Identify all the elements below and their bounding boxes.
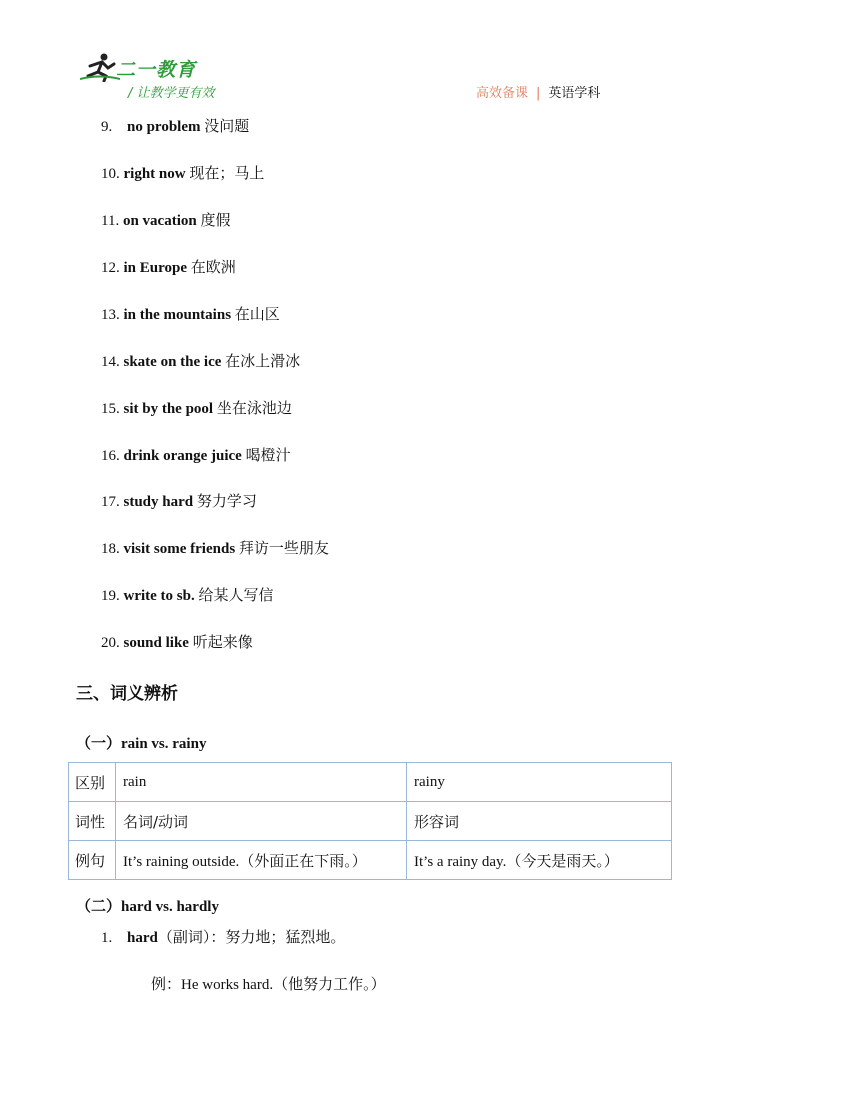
header-separator: | xyxy=(536,86,541,101)
list-item: 10. right now 现在；马上 xyxy=(101,164,265,182)
comparison-table xyxy=(68,762,672,880)
table-row xyxy=(69,802,672,841)
example-line: 例：He works hard.（他努力工作。） xyxy=(151,975,386,993)
table-cell: rain xyxy=(116,763,407,802)
header-right xyxy=(476,82,600,101)
slogan: / 让教学更有效 xyxy=(128,86,215,101)
table-cell: 名词/动词 xyxy=(116,802,407,841)
table-cell: It’s raining outside.（外面正在下雨。） xyxy=(116,841,407,880)
header-label: 高效备课 xyxy=(476,86,529,101)
table-cell: 例句 xyxy=(69,841,116,880)
list-item: 20. sound like 听起来像 xyxy=(101,633,253,651)
list-item: 18. visit some friends 拜访一些朋友 xyxy=(101,539,329,557)
list-item: 17. study hard 努力学习 xyxy=(101,492,257,510)
table-cell: 形容词 xyxy=(407,802,672,841)
point-item: 1. hard（副词）：努力地；猛烈地。 xyxy=(101,928,346,946)
list-item: 12. in Europe 在欧洲 xyxy=(101,258,236,276)
subsection-title: （一）rain vs. rainy xyxy=(76,734,207,752)
list-item: 19. write to sb. 给某人写信 xyxy=(101,586,274,604)
table-cell: 区别 xyxy=(69,763,116,802)
header-subject: 英语学科 xyxy=(548,86,601,101)
list-item: 11. on vacation 度假 xyxy=(101,211,231,229)
section-title: 三、词义辨析 xyxy=(76,684,178,704)
subsection-title: （二）hard vs. hardly xyxy=(76,897,219,915)
list-item: 14. skate on the ice 在冰上滑冰 xyxy=(101,352,301,370)
table-cell: It’s a rainy day.（今天是雨天。） xyxy=(407,841,672,880)
table-row xyxy=(69,763,672,802)
runner-logo-icon xyxy=(80,52,120,82)
list-item: 13. in the mountains 在山区 xyxy=(101,305,280,323)
list-item: 9. no problem 没问题 xyxy=(101,117,250,135)
table-cell: rainy xyxy=(407,763,672,802)
logo-text: 二一教育 xyxy=(116,59,197,81)
list-item: 16. drink orange juice 喝橙汁 xyxy=(101,446,291,464)
table-cell: 词性 xyxy=(69,802,116,841)
table-row xyxy=(69,841,672,880)
list-item: 15. sit by the pool 坐在泳池边 xyxy=(101,399,292,417)
